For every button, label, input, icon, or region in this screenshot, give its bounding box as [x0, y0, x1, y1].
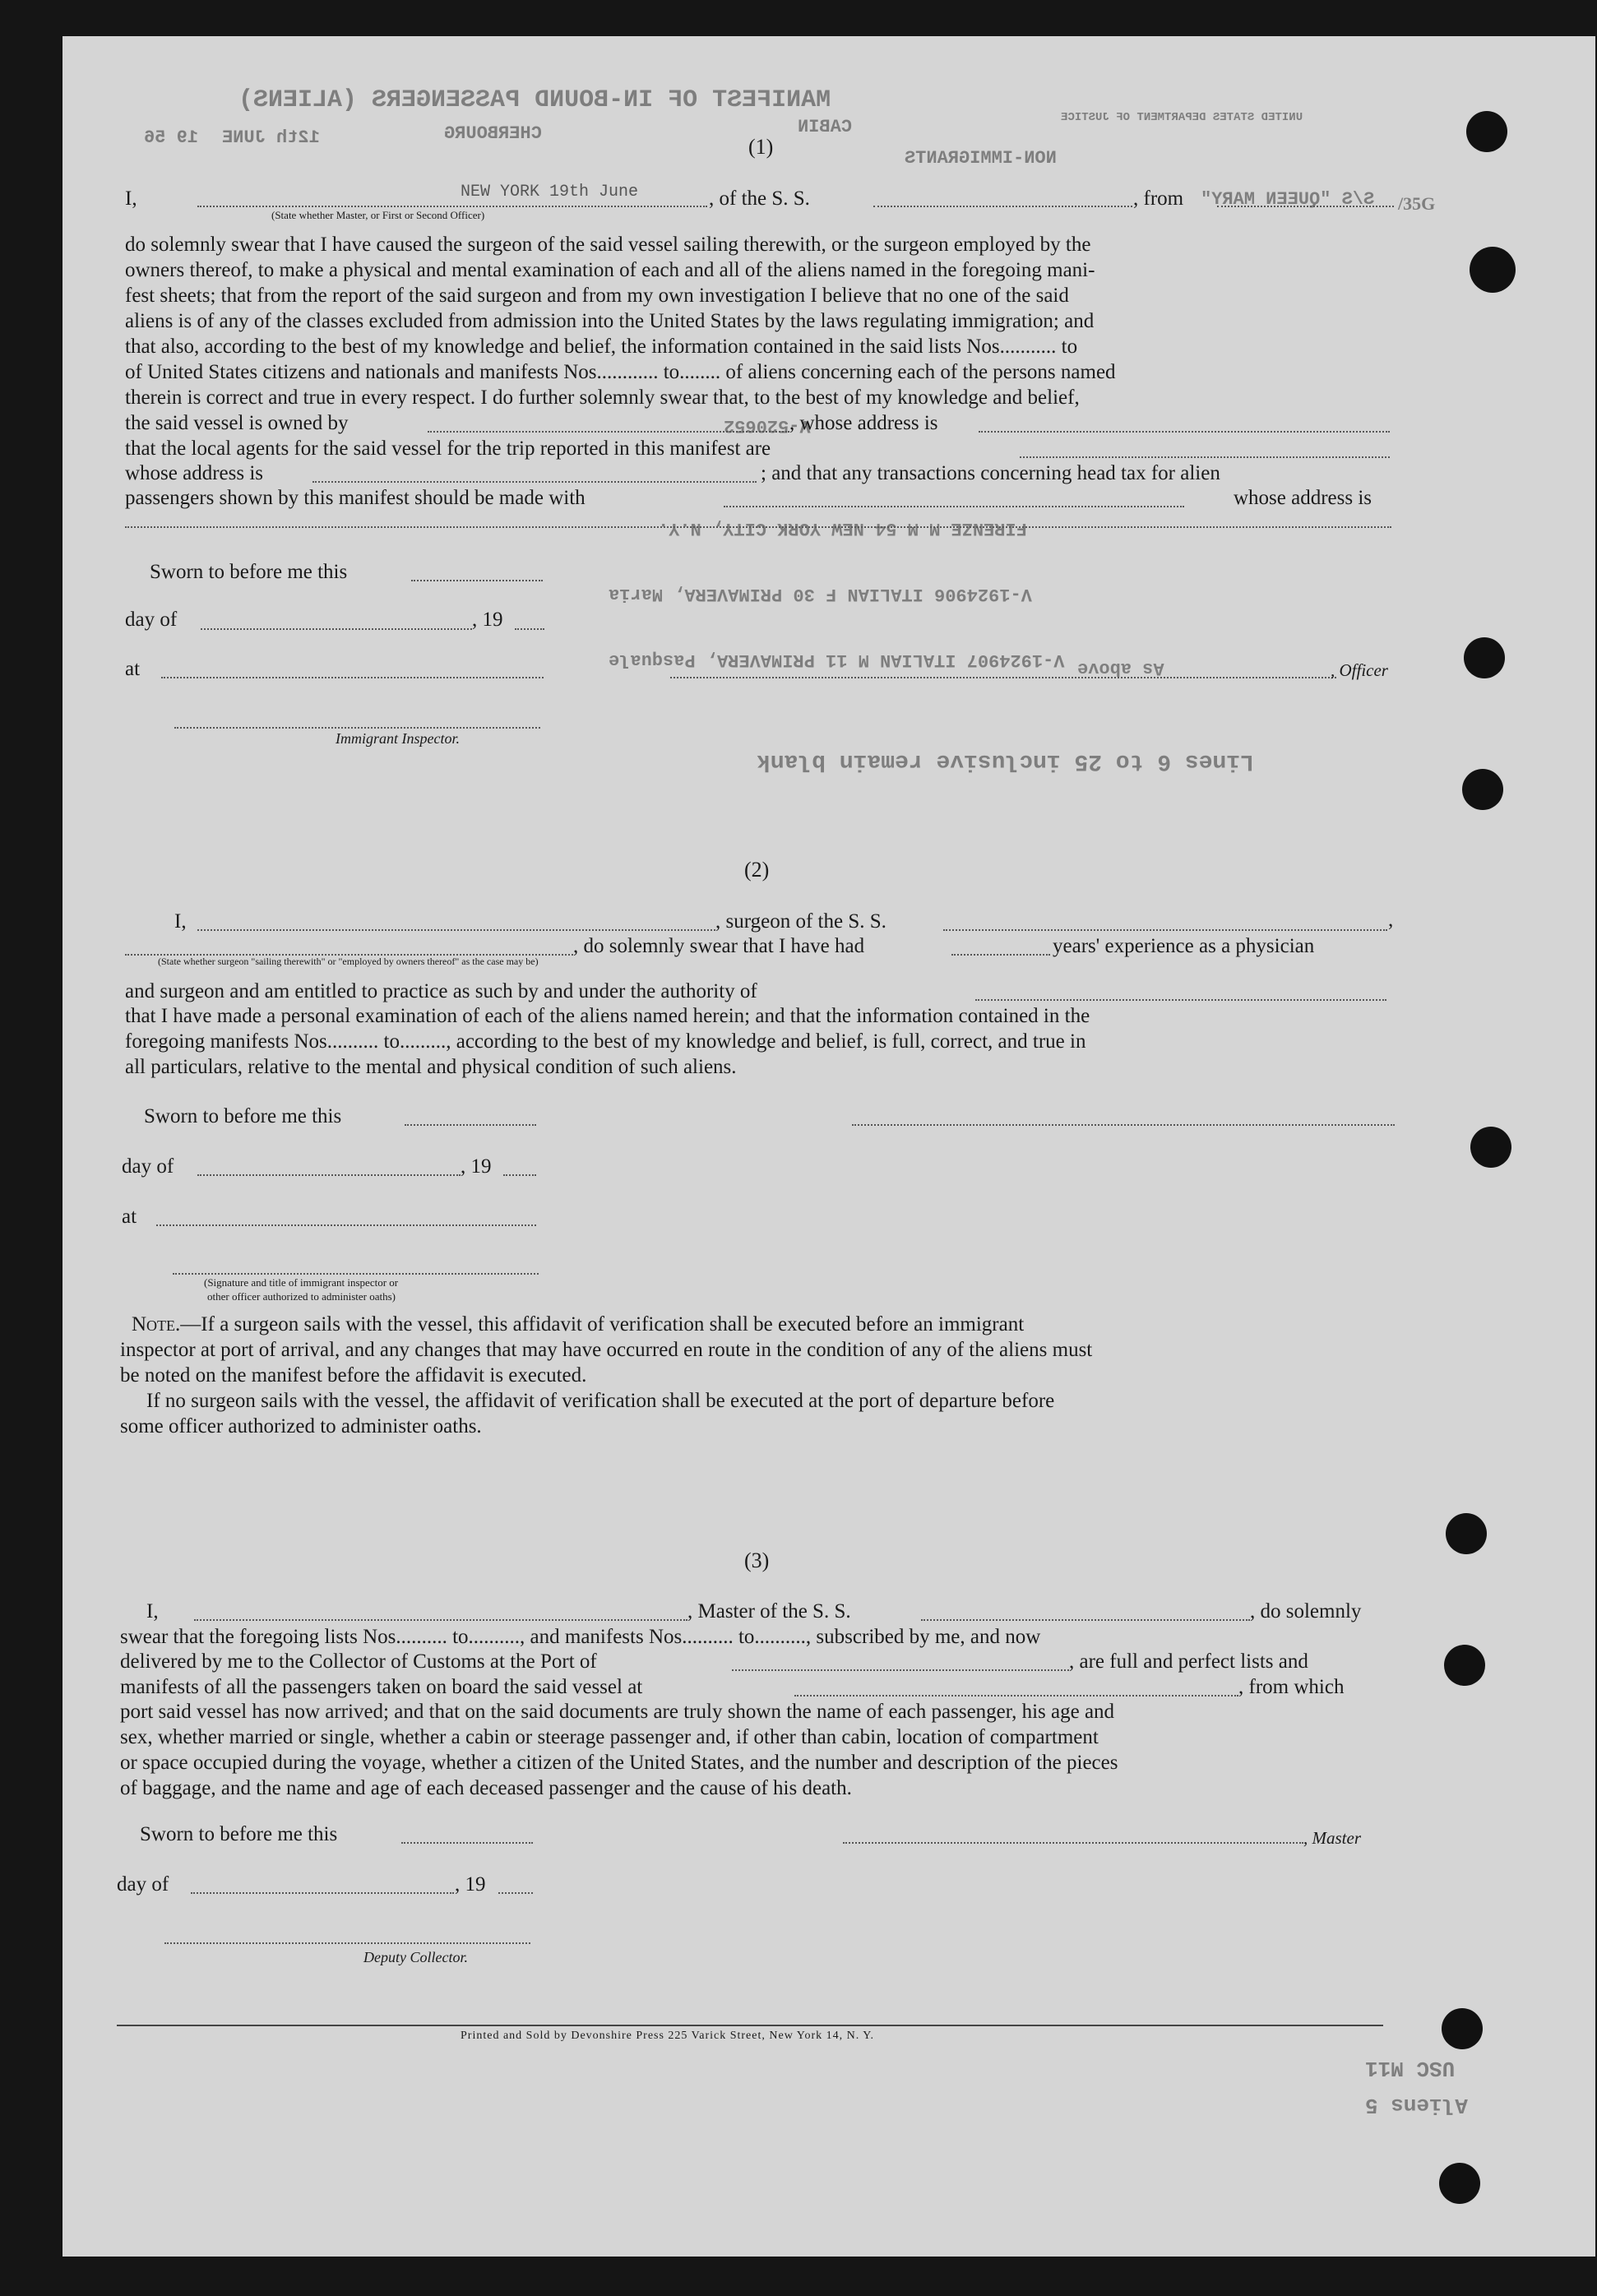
s3-solemnly: , do solemnly — [1250, 1600, 1362, 1622]
s3-text-4: port said vessel has now arrived; and that on the said documents are truly shown the name of each passenger, his age and — [120, 1701, 1115, 1723]
s3-master-label: , Master — [1303, 1828, 1361, 1848]
s1-text-1: do solemnly swear that I have caused the surgeon of the said vessel sailing therewith, or the surgeon employed by the — [125, 234, 1091, 256]
s1-text-8b: , whose address is — [789, 412, 938, 434]
s3-day-of: day of — [117, 1873, 169, 1896]
punch-hole — [1464, 637, 1505, 678]
section-2-number: (2) — [744, 858, 770, 882]
ghost-vessel: S/S "QUEEN MARY" — [1201, 189, 1375, 210]
s3-text-2: delivered by me to the Collector of Customs at the Port of — [120, 1650, 597, 1673]
s1-text-7: therein is correct and true in every respect. I do further solemnly swear that, to the best of my knowledge and belief, — [125, 387, 1080, 409]
ghost-row: FIRENZE M M 54 NEW YORK CITY, N.Y. — [658, 518, 1027, 539]
s3-text-2b: , are full and perfect lists and — [1069, 1650, 1308, 1673]
ghost-class: CABIN — [798, 117, 853, 137]
s2-note-label: Note. — [132, 1313, 181, 1335]
ghost-year: 19 56 — [144, 127, 199, 148]
s1-text-10: whose address is — [125, 462, 264, 484]
punch-hole — [1442, 2008, 1483, 2049]
punch-hole — [1462, 769, 1503, 810]
s3-sworn: Sworn to before me this — [140, 1823, 338, 1845]
ghost-title: MANIFEST OF IN-BOUND PASSENGERS (ALIENS) — [238, 86, 831, 114]
s2-day-of: day of — [122, 1155, 174, 1178]
s1-officer-label: , Officer — [1331, 660, 1388, 680]
s2-swear: , do solemnly swear that I have had — [573, 935, 865, 957]
s2-surgeon: , surgeon of the S. S. — [715, 910, 886, 933]
s1-text-3: fest sheets; that from the report of the said surgeon and from my own investigation I believe that no one of the said — [125, 285, 1069, 307]
s1-state-note: (State whether Master, or First or Second Officer) — [271, 209, 485, 221]
punch-hole — [1470, 1127, 1511, 1168]
s1-text-4: aliens is of any of the classes excluded from admission into the United States by the laws regulating immigration; and — [125, 310, 1095, 332]
ghost-dept: UNITED STATES DEPARTMENT OF JUSTICE — [1061, 111, 1303, 124]
s2-state-note: (State whether surgeon "sailing therewith" or "employed by owners thereof" as the case may be) — [158, 956, 539, 967]
s1-of-ss: , of the S. S. — [709, 187, 810, 210]
punch-hole — [1444, 1645, 1485, 1686]
s2-text-3: foregoing manifests Nos.......... to........., according to the best of my knowledge and belief, is full, correct, and true in — [125, 1030, 1086, 1053]
ghost-row: V-1924906 ITALIAN F 30 PRIMAVERA, Maria — [609, 584, 1032, 604]
s2-sig-note-2: other officer authorized to administer oaths) — [207, 1290, 396, 1303]
ghost-row: V-520652 — [724, 415, 811, 436]
s1-text-5: that also, according to the best of my knowledge and belief, the information contained in the said lists Nos........... to — [125, 336, 1078, 358]
s1-sworn: Sworn to before me this — [150, 561, 348, 583]
s2-note-1: —If a surgeon sails with the vessel, this affidavit of verification shall be executed before an immigrant — [180, 1313, 1025, 1335]
s1-i: I, — [125, 187, 137, 210]
s2-note-2: inspector at port of arrival, and any changes that may have occurred en route in the condition of any of the aliens must — [120, 1339, 1093, 1361]
ghost-uscode: USC M11 — [1365, 2056, 1456, 2081]
s1-inspector-label: Immigrant Inspector. — [336, 730, 460, 747]
s2-text-2: that I have made a personal examination of each of the aliens named herein; and that the information contained in the — [125, 1005, 1090, 1027]
s1-nineteen: , 19 — [472, 609, 503, 631]
s1-text-11: passengers shown by this manifest should be made with — [125, 487, 586, 509]
s3-text-1: swear that the foregoing lists Nos.......... to.........., and manifests Nos.......... to.........., subscribed by me, and now — [120, 1626, 1041, 1648]
s2-nineteen: , 19 — [461, 1155, 492, 1178]
s3-master: , Master of the S. S. — [687, 1600, 851, 1622]
ghost-row: V-1924907 ITALIAN M 11 PRIMAVERA, Pasquale — [609, 650, 1065, 670]
ghost-date: 12th JUNE — [222, 127, 320, 148]
ghost-subtitle: NON-IMMIGRANTS — [905, 148, 1057, 169]
footer-rule — [117, 2025, 1383, 2026]
s3-text-3b: , from which — [1238, 1676, 1345, 1698]
s3-i: I, — [146, 1600, 159, 1622]
s3-deputy-label: Deputy Collector. — [363, 1949, 468, 1965]
s1-text-2: owners thereof, to make a physical and mental examination of each and all of the aliens named in the foregoing mani- — [125, 259, 1095, 281]
s3-nineteen: , 19 — [455, 1873, 486, 1896]
s2-note-5: some officer authorized to administer oaths. — [120, 1415, 482, 1437]
s3-text-6: or space occupied during the voyage, whether a citizen of the United States, and the number and description of the pieces — [120, 1752, 1118, 1774]
printer-imprint: Printed and Sold by Devonshire Press 225 Varick Street, New York 14, N. Y. — [461, 2030, 875, 2042]
s2-sworn: Sworn to before me this — [144, 1105, 342, 1127]
s2-years: years' experience as a physician — [1053, 935, 1315, 957]
ghost-lines-note: Lines 6 to 25 inclusive remain blank — [757, 748, 1254, 774]
s2-note-3: be noted on the manifest before the affidavit is executed. — [120, 1364, 587, 1386]
s1-text-11b: whose address is — [1234, 487, 1372, 509]
s2-text-1: and surgeon and am entitled to practice as such by and under the authority of — [125, 980, 757, 1002]
s3-text-5: sex, whether married or single, whether a cabin or steerage passenger and, if other than cabin, location of compartment — [120, 1726, 1099, 1748]
section-1-number: (1) — [748, 135, 774, 159]
punch-hole — [1446, 1513, 1487, 1554]
s1-from: , from — [1133, 187, 1184, 210]
s3-text-7: of baggage, and the name and age of each deceased passenger and the cause of his death. — [120, 1777, 852, 1799]
s1-text-8: the said vessel is owned by — [125, 412, 349, 434]
s2-text-4: all particulars, relative to the mental and physical condition of such aliens. — [125, 1056, 737, 1078]
s1-day-of: day of — [125, 609, 178, 631]
s2-sig-note-1: (Signature and title of immigrant inspector or — [204, 1276, 399, 1289]
ghost-port: CHERBOURG — [444, 123, 542, 144]
s1-text-10b: ; and that any transactions concerning head tax for alien — [761, 462, 1220, 484]
section-3-number: (3) — [744, 1548, 770, 1572]
s2-i: I, — [174, 910, 187, 933]
punch-hole — [1470, 247, 1516, 293]
s2-at: at — [122, 1206, 137, 1228]
s1-at: at — [125, 658, 141, 680]
s3-text-3: manifests of all the passengers taken on board the said vessel at — [120, 1676, 643, 1698]
s1-text-6: of United States citizens and nationals and manifests Nos............ to........ of aliens concerning each of the persons named — [125, 361, 1116, 383]
ghost-page-number: /35G — [1398, 193, 1436, 214]
punch-hole — [1439, 2163, 1480, 2204]
ghost-aliens: Aliens 5 — [1365, 2093, 1468, 2118]
punch-hole — [1466, 111, 1507, 152]
s1-officer-typed: NEW YORK 19th June — [461, 183, 639, 201]
ghost-row: As above — [1077, 658, 1164, 678]
s2-note-4: If no surgeon sails with the vessel, the affidavit of verification shall be executed at the port of departure before — [146, 1390, 1055, 1412]
s1-text-9: that the local agents for the said vessel for the trip reported in this manifest are — [125, 437, 771, 460]
